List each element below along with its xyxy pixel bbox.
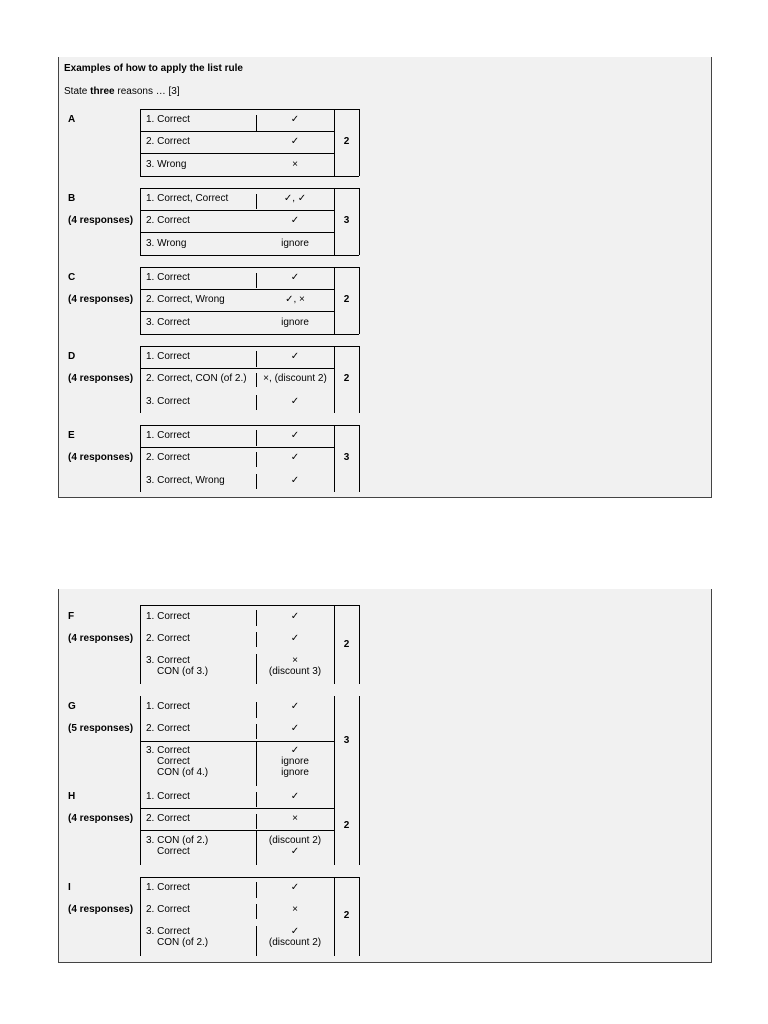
- response-text: 1. Correct: [146, 430, 190, 441]
- mark-text: ✓: [290, 611, 300, 622]
- table-rule: [140, 109, 141, 176]
- mark-text: ✓: [290, 114, 300, 125]
- table-rule: [140, 176, 334, 177]
- mark-text: ×: [292, 159, 298, 170]
- table-rule: [140, 877, 334, 878]
- table-rule: [140, 368, 334, 369]
- mark-text: (discount 2): [268, 835, 322, 846]
- score-value: 2: [343, 639, 350, 650]
- example-letter: A: [68, 114, 76, 125]
- list-rule-panel-1: [58, 57, 712, 498]
- table-rule: [334, 605, 359, 606]
- table-rule: [140, 188, 334, 189]
- response-text: 1. Correct: [146, 114, 190, 125]
- mark-text: ✓: [290, 882, 300, 893]
- table-rule: [359, 109, 360, 176]
- mark-text: ×: [292, 813, 298, 824]
- response-text: 3. Correct: [146, 745, 190, 756]
- response-text: 3. Correct: [146, 317, 190, 328]
- mark-text: ×: [292, 655, 298, 666]
- list-rule-panel-2: [58, 589, 712, 963]
- response-text: 2. Correct: [146, 904, 190, 915]
- example-note: (4 responses): [68, 904, 134, 915]
- example-note: (4 responses): [68, 452, 134, 463]
- response-text: 2. Correct, CON (of 2.): [146, 373, 247, 384]
- response-text-line2: CON (of 2.): [157, 937, 209, 948]
- example-letter: F: [68, 611, 75, 622]
- table-rule: [140, 605, 334, 606]
- response-text-line2: CON (of 3.): [157, 666, 209, 677]
- mark-text: ✓: [290, 745, 300, 756]
- table-rule: [359, 605, 360, 684]
- table-rule: [140, 109, 334, 110]
- response-text-line3: CON (of 4.): [157, 767, 209, 778]
- mark-text: ✓: [290, 430, 300, 441]
- table-rule: [140, 334, 334, 335]
- instruction-text: State three reasons … [3]: [64, 86, 180, 97]
- table-rule: [334, 176, 359, 177]
- mark-text: ×, (discount 2): [263, 373, 327, 384]
- example-note: (5 responses): [68, 723, 134, 734]
- table-rule: [140, 808, 334, 809]
- table-rule: [140, 131, 334, 132]
- score-value: 2: [343, 820, 350, 831]
- response-text-line2: Correct: [157, 756, 190, 767]
- table-rule: [140, 267, 141, 334]
- score-value: 2: [343, 910, 350, 921]
- response-text-line2: Correct: [157, 846, 190, 857]
- response-text: 3. Correct: [146, 396, 190, 407]
- example-note: (4 responses): [68, 633, 134, 644]
- table-rule: [140, 267, 334, 268]
- mark-text: ✓: [290, 926, 300, 937]
- score-value: 2: [343, 373, 350, 384]
- mark-text: ✓: [290, 136, 300, 147]
- table-rule: [359, 425, 360, 492]
- mark-text-line2: ignore: [281, 756, 309, 767]
- mark-text: ignore: [281, 317, 309, 328]
- table-rule: [140, 605, 141, 684]
- table-rule: [140, 289, 334, 290]
- response-text: 3. Wrong: [146, 238, 187, 249]
- response-text: 1. Correct: [146, 791, 190, 802]
- example-note: (4 responses): [68, 373, 134, 384]
- panel-title: Examples of how to apply the list rule: [64, 63, 243, 74]
- table-rule: [334, 109, 359, 110]
- response-text: 2. Correct: [146, 215, 190, 226]
- response-text: 3. Correct: [146, 655, 190, 666]
- mark-text: ✓, ✓: [283, 193, 307, 204]
- mark-text: ✓: [290, 791, 300, 802]
- example-letter: C: [68, 272, 76, 283]
- mark-text: ignore: [281, 238, 309, 249]
- response-text: 2. Correct: [146, 723, 190, 734]
- response-text: 1. Correct: [146, 701, 190, 712]
- response-text: 1. Correct, Correct: [146, 193, 229, 204]
- mark-text: ✓: [290, 215, 300, 226]
- table-rule: [140, 425, 334, 426]
- mark-text: ✓: [290, 633, 300, 644]
- score-value: 2: [343, 136, 350, 147]
- mark-text: ✓, ×: [285, 294, 305, 305]
- example-letter: E: [68, 430, 75, 441]
- mark-text: ✓: [290, 701, 300, 712]
- response-text: 1. Correct: [146, 351, 190, 362]
- response-text: 2. Correct: [146, 813, 190, 824]
- table-rule: [140, 425, 141, 492]
- response-text: 3. Wrong: [146, 159, 187, 170]
- mark-text: ✓: [290, 351, 300, 362]
- example-letter: G: [68, 701, 76, 712]
- score-value: 3: [343, 452, 350, 463]
- table-rule: [140, 786, 141, 865]
- mark-text-line2: ✓: [290, 846, 300, 857]
- table-rule: [359, 188, 360, 255]
- mark-text-line3: ignore: [281, 767, 309, 778]
- table-rule: [140, 188, 141, 255]
- response-text: 3. CON (of 2.): [146, 835, 209, 846]
- mark-text: ✓: [290, 396, 300, 407]
- response-text: 1. Correct: [146, 611, 190, 622]
- score-value: 3: [343, 735, 350, 746]
- table-rule: [334, 877, 359, 878]
- mark-text-line2: (discount 3): [268, 666, 322, 677]
- mark-text: ✓: [290, 272, 300, 283]
- response-text: 1. Correct: [146, 882, 190, 893]
- mark-text-line2: (discount 2): [268, 937, 322, 948]
- response-text: 2. Correct, Wrong: [146, 294, 225, 305]
- table-rule: [359, 267, 360, 334]
- response-text: 3. Correct: [146, 926, 190, 937]
- table-rule: [359, 696, 360, 865]
- mark-text: ✓: [290, 723, 300, 734]
- example-letter: D: [68, 351, 76, 362]
- mark-text: ✓: [290, 452, 300, 463]
- table-rule: [334, 188, 359, 189]
- mark-text: ×: [292, 904, 298, 915]
- score-value: 2: [343, 294, 350, 305]
- table-rule: [140, 232, 334, 233]
- response-text: 2. Correct: [146, 136, 190, 147]
- example-note: (4 responses): [68, 215, 134, 226]
- example-note: (4 responses): [68, 813, 134, 824]
- table-rule: [359, 346, 360, 413]
- score-value: 3: [343, 215, 350, 226]
- table-rule: [334, 334, 359, 335]
- table-rule: [334, 346, 359, 347]
- table-rule: [140, 311, 334, 312]
- table-rule: [334, 255, 359, 256]
- response-text: 2. Correct: [146, 452, 190, 463]
- mark-text: ✓: [290, 475, 300, 486]
- table-rule: [140, 741, 334, 742]
- example-letter: H: [68, 791, 76, 802]
- table-rule: [140, 447, 334, 448]
- table-rule: [140, 255, 334, 256]
- table-rule: [140, 346, 141, 413]
- example-letter: I: [68, 882, 71, 893]
- response-text: 1. Correct: [146, 272, 190, 283]
- table-rule: [359, 877, 360, 956]
- table-rule: [140, 153, 334, 154]
- table-rule: [140, 830, 334, 831]
- table-rule: [140, 210, 334, 211]
- response-text: 2. Correct: [146, 633, 190, 644]
- example-letter: B: [68, 193, 76, 204]
- table-rule: [334, 267, 359, 268]
- response-text: 3. Correct, Wrong: [146, 475, 225, 486]
- example-note: (4 responses): [68, 294, 134, 305]
- table-rule: [140, 346, 334, 347]
- table-rule: [140, 877, 141, 956]
- table-rule: [334, 425, 359, 426]
